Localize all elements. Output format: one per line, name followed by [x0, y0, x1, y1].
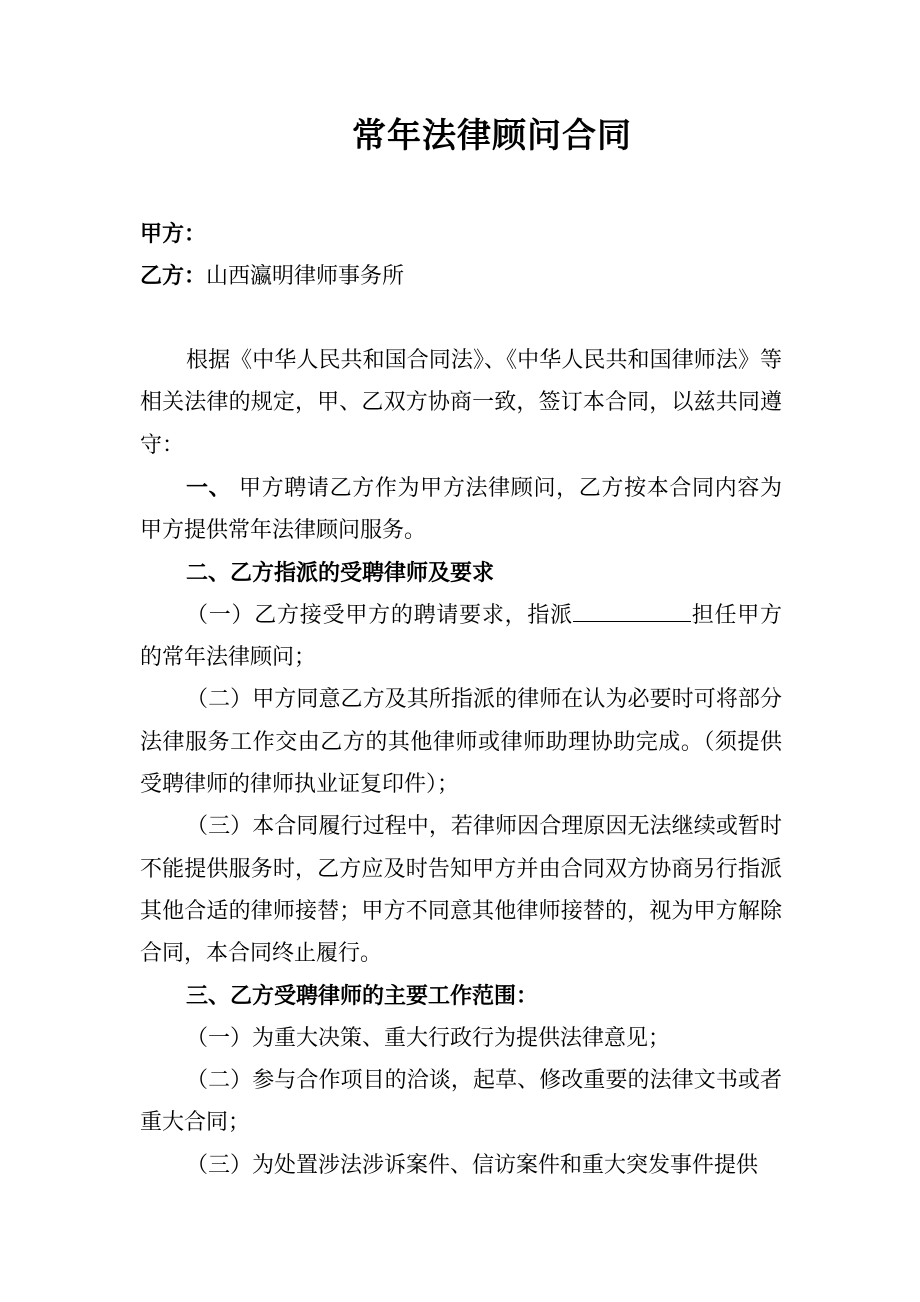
contract-body [140, 340, 782, 1187]
party-a-label: 甲方： [140, 221, 207, 247]
section-3-item-3: （三）为处置涉法涉诉案件、信访案件和重大突发事件提供 [186, 1152, 759, 1178]
section-2-item-2: （二）甲方同意乙方及其所指派的律师在认为必要时可将部分法律服务工作交由乙方的其他律师或律师助理协助完成。（须提供受聘律师的律师执业证复印件）； [140, 687, 782, 797]
party-b-value: 山西瀛明律师事务所 [206, 264, 405, 289]
section-2-item-3: （三）本合同履行过程中，若律师因合理原因无法继续或暂时不能提供服务时，乙方应及时告知甲方并由合同双方协商另行指派其他合适的律师接替；甲方不同意其他律师接替的，视为甲方解除合同，本合同终止履行。 [140, 814, 782, 967]
party-b-line [140, 258, 404, 295]
section-3-heading: 三、乙方受聘律师的主要工作范围： [186, 983, 539, 1010]
document-title: 常年法律顾问合同 [352, 116, 632, 156]
section-3-item-1: （一）为重大决策、重大行政行为提供法律意见； [186, 1025, 671, 1051]
party-a-line [140, 216, 206, 253]
section-2-item-1 [140, 595, 782, 680]
section-2-heading: 二、乙方指派的受聘律师及要求 [186, 560, 495, 587]
preamble-paragraph: 根据《中华人民共和国合同法》、《中华人民共和国律师法》等相关法律的规定，甲、乙双方协商一致，签订本合同，以兹共同遵守： [140, 348, 782, 458]
section-3-item-2: （二）参与合作项目的洽谈，起草、修改重要的法律文书或者重大合同； [140, 1068, 782, 1136]
lawyer-name-blank [573, 601, 691, 622]
section-2-item-1-before: （一）乙方接受甲方的聘请要求，指派 [186, 602, 573, 628]
section-1-paragraph [140, 467, 782, 553]
party-b-label: 乙方： [140, 263, 207, 289]
section-2-item-1-after: 担任甲方的常年法律顾问； [140, 602, 782, 671]
section-1-number: 一、 [186, 474, 232, 501]
section-1-text: 甲方聘请乙方作为甲方法律顾问，乙方按本合同内容为甲方提供常年法律顾问服务。 [140, 475, 782, 544]
